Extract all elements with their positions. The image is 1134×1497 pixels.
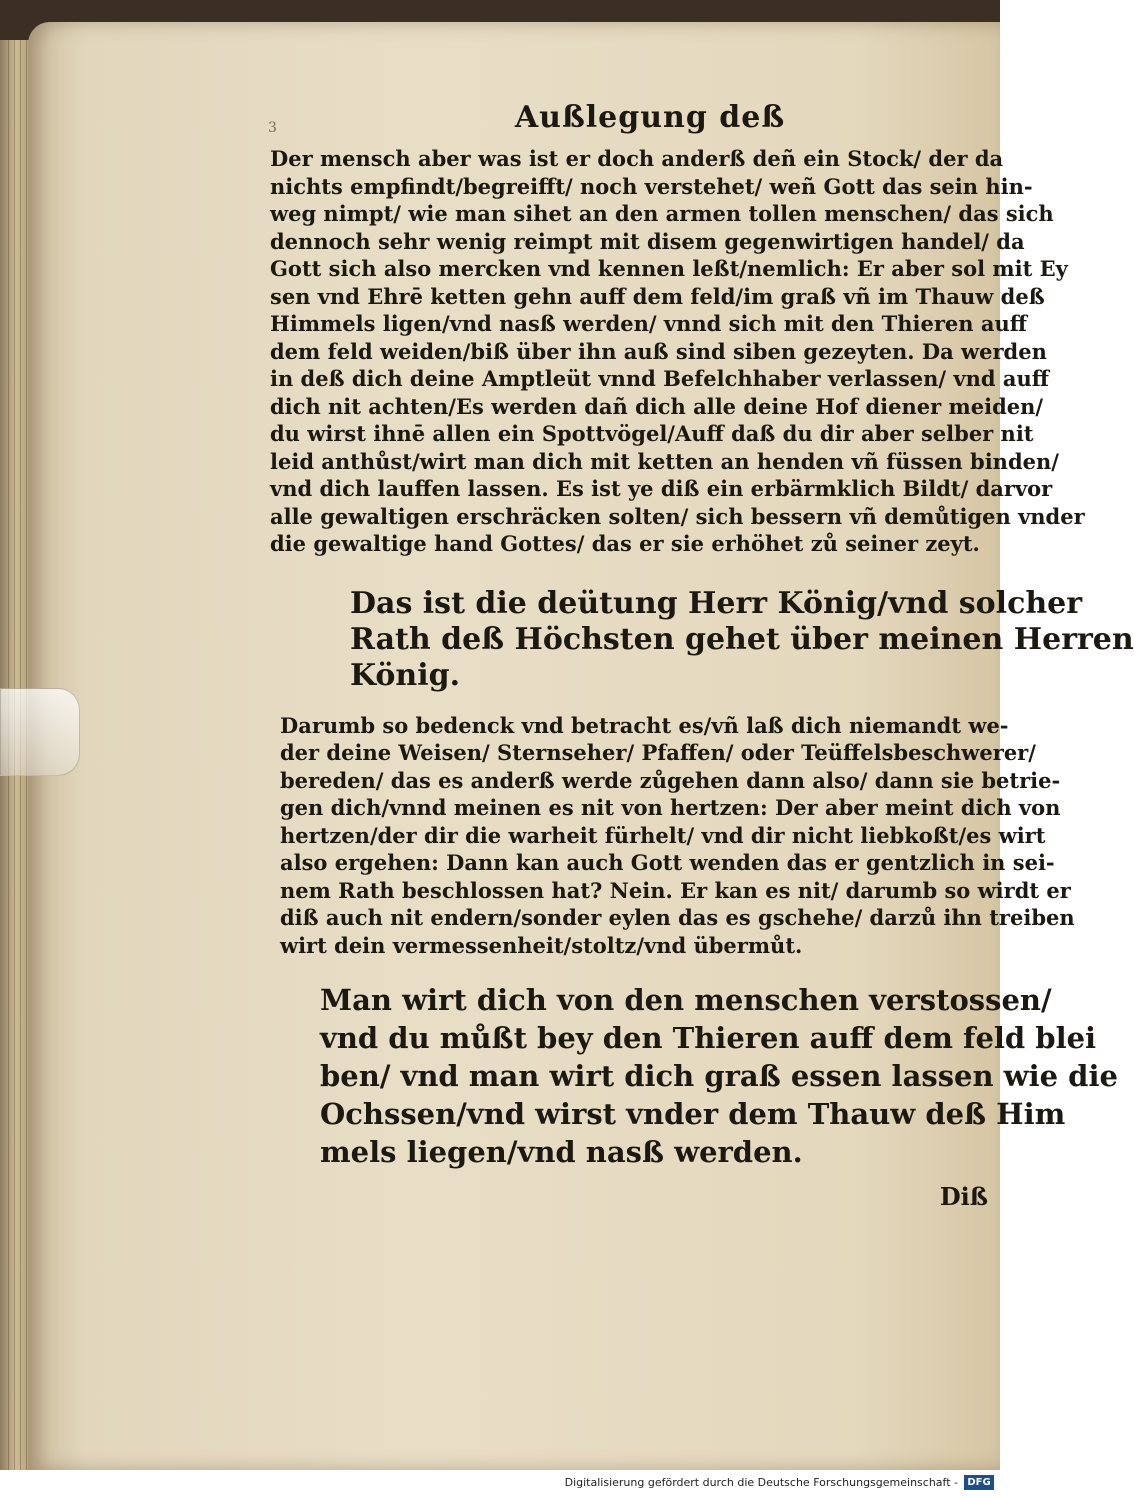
catchword: Diß [939,1182,988,1211]
text-line: hertzen/der dir die warheit fürhelt/ vnd dir nicht liebkoßt/es wirt [280,822,1046,848]
quotation-line: ben/ vnd man wirt dich graß essen lassen wie die [320,1059,1118,1093]
text-line: Gott sich also mercken vnd kennen leßt/nemlich: Er aber sol mit Ey [270,256,1068,281]
text-line: vnd dich lauffen lassen. Es ist ye diß ein erbärmklich Bildt/ darvor [270,476,1053,501]
quotation-line: Man wirt dich von den menschen verstossen/ [320,983,1052,1017]
heading-line: Rath deß Höchsten gehet über meinen Herren [350,621,1134,657]
text-line: dennoch sehr wenig reimpt mit disem gegenwirtigen handel/ da [270,228,1025,254]
text-line: weg nimpt/ wie man sihet an den armen tollen menschen/ das sich [270,201,1054,226]
quotation-line: Ochssen/vnd wirst vnder dem Thauw deß Him [320,1097,1066,1131]
text-line: gen dich/vnnd meinen es nit von hertzen: Der aber meint dich von [280,795,1061,820]
dfg-logo: DFG [964,1475,994,1490]
text-line: leid anthůst/wirt man dich mit ketten an henden vñ füssen binden/ [270,448,1059,474]
text-line: Der mensch aber was ist er doch anderß deñ ein Stock/ der da [270,146,1004,171]
text-line: alle gewaltigen erschräcken solten/ sich bessern vñ demůtigen vnder [270,503,1085,529]
quotation-line: mels liegen/vnd nasß werden. [320,1135,803,1169]
running-head: Außlegung deß [514,100,786,135]
text-line: der deine Weisen/ Sternseher/ Pfaffen/ oder Teüffelsbeschwerer/ [280,740,1036,765]
text-line: dich nit achten/Es werden dañ dich alle deine Hof diener meiden/ [270,393,1044,419]
page-clip [0,688,80,776]
text-line: nichts empfindt/begreifft/ noch verstehet/ weñ Gott das sein hin- [270,173,1033,199]
heading-line: König. [350,657,461,693]
text-line: nem Rath beschlossen hat? Nein. Er kan es nit/ darumb so wirdt er [280,877,1071,903]
text-line: wirt dein vermessenheit/stoltz/vnd übermůt. [280,932,803,958]
text-line: dem feld weiden/biß über ihn auß sind siben gezeyten. Da werden [270,338,1047,364]
quotation-block [320,981,1118,1171]
text-line: du wirst ihnē allen ein Spottvögel/Auff daß du dir aber selber nit [270,421,1034,446]
footer-bar [0,1470,1000,1497]
text-line: Himmels ligen/vnd nasß werden/ vnnd sich mit den Thieren auff [270,311,1027,336]
section-heading [350,585,1134,694]
text-line: bereden/ das es anderß werde zůgehen dann also/ dann sie betrie- [280,767,1061,793]
text-line: in deß dich deine Amptleüt vnnd Befelchhaber verlassen/ vnd auff [270,366,1049,391]
heading-line: Das ist die deütung Herr König/vnd solcher [350,585,1083,621]
paragraph-2 [280,712,1075,960]
text-line: sen vnd Ehrē ketten gehn auff dem feld/im graß vñ im Thauw deß [270,283,1045,309]
text-line: Darumb so bedenck vnd betracht es/vñ laß dich niemandt we- [280,712,1009,738]
page-mark: 3 [268,120,277,136]
page-text [270,100,1134,1171]
paragraph-1 [270,145,1085,558]
text-line: die gewaltige hand Gottes/ das er sie erhöhet zů seiner zeyt. [270,531,980,556]
funding-credit: Digitalisierung gefördert durch die Deutsche Forschungsgemeinschaft - [564,1476,958,1489]
quotation-line: vnd du můßt bey den Thieren auff dem feld blei [320,1021,1097,1055]
text-line: also ergehen: Dann kan auch Gott wenden das er gentzlich in sei- [280,850,1055,875]
text-line: diß auch nit endern/sonder eylen das es gschehe/ darzů ihn treiben [280,905,1075,930]
